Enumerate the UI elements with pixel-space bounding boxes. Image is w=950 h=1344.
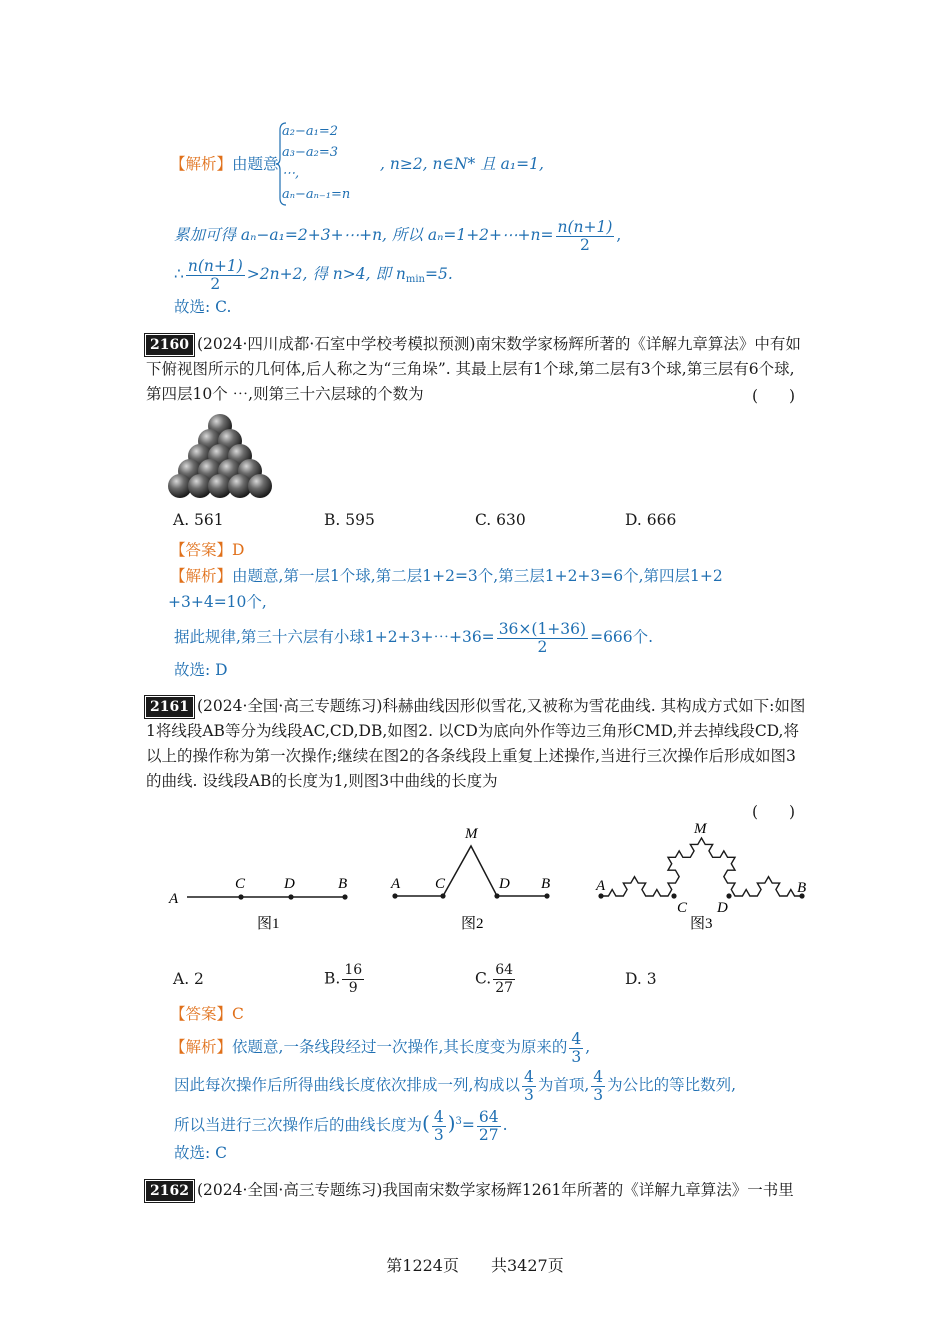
question-number: 2160	[146, 335, 193, 355]
solution-line: 为首项,	[537, 1076, 590, 1094]
point-label: D	[499, 876, 510, 892]
final-choice: 故选: C.	[174, 298, 232, 316]
point-label: B	[338, 876, 348, 892]
sum-derivation: 累加可得 aₙ−a₁=2+3+⋯+n, 所以 aₙ=1+2+⋯+n=	[174, 226, 554, 244]
solution-text: 由题意	[232, 155, 279, 173]
final-choice: 故选: C	[174, 1144, 228, 1162]
equals: =	[461, 1116, 475, 1134]
solution-line: +3+4=10个,	[168, 593, 267, 611]
frac-den: 3	[593, 1085, 604, 1104]
point-label: C	[235, 876, 246, 892]
triangle-stack-figure	[168, 410, 272, 502]
frac-den: 3	[523, 1085, 534, 1104]
answer-label: 【答案】	[170, 541, 233, 559]
solution-result: =666个.	[590, 628, 654, 646]
frac-num: 16	[344, 962, 363, 978]
punct: .	[502, 1116, 508, 1134]
option-c[interactable]: C. 630	[475, 511, 526, 529]
therefore-symbol: ∴	[174, 265, 184, 283]
system-eq-3: ⋯,	[282, 166, 300, 181]
final-choice: 故选: D	[174, 661, 228, 679]
point-label: C	[435, 876, 446, 892]
solution-line: 为公比的等比数列,	[607, 1076, 737, 1094]
frac-num: 64	[495, 962, 514, 978]
option-d[interactable]: D. 666	[625, 511, 677, 529]
system-eq-4: aₙ−aₙ₋₁=n	[282, 187, 351, 202]
analysis-label: 【解析】	[170, 1038, 233, 1056]
question-number: 2161	[146, 697, 193, 717]
question-text: (2024·四川成都·石室中学校考模拟预测)南宋数学家杨辉所著的《详解九章算法》中有如下俯视图所示的几何体,后人称之为“三角垛”. 其最上层有1个球,第二层有3个球,第三层有6个球,第四层10个 ⋯,则第三十六层球的个数为	[146, 335, 801, 403]
system-condition: , n≥2, n∈N* 且 a₁=1,	[380, 155, 544, 173]
frac-num: 4	[593, 1067, 604, 1086]
frac-num: 4	[433, 1107, 444, 1126]
frac-num: 36×(1+36)	[498, 619, 587, 638]
figure-1	[165, 868, 355, 938]
frac-den: 3	[433, 1125, 444, 1144]
option-a[interactable]: A. 561	[173, 511, 224, 529]
frac-den: 3	[571, 1047, 582, 1066]
solution-line: 因此每次操作后所得曲线长度依次排成一列,构成以	[174, 1076, 520, 1094]
option-a[interactable]: A. 2	[173, 970, 204, 988]
figure-caption: 图1	[257, 916, 280, 932]
ball	[248, 474, 272, 498]
page-footer: 第1224页 共3427页	[386, 1256, 564, 1275]
point-label: A	[391, 876, 401, 892]
figure-3	[592, 816, 810, 938]
frac-num: 4	[523, 1067, 534, 1086]
answer-blank: ( )	[752, 387, 796, 405]
frac-den: 2	[580, 235, 590, 254]
answer-value: D	[232, 541, 245, 559]
frac-num: n(n+1)	[557, 217, 613, 236]
solution-line: 所以当进行三次操作后的曲线长度为	[174, 1116, 423, 1134]
answer-blank: ( )	[752, 803, 796, 821]
frac-den: 9	[348, 980, 358, 996]
figure-caption: 图3	[690, 916, 713, 932]
option-b[interactable]	[324, 962, 366, 997]
point-label: D	[284, 876, 295, 892]
option-b[interactable]: B. 595	[324, 511, 375, 529]
analysis-label: 【解析】	[170, 567, 233, 585]
figure-2	[385, 822, 560, 938]
frac-den: 27	[478, 1125, 499, 1144]
point-label: B	[797, 880, 807, 896]
question-text: (2024·全国·高三专题练习)我国南宋数学家杨辉1261年所著的《详解九章算法》一书里	[196, 1181, 794, 1199]
solution-line: 依题意,一条线段经过一次操作,其长度变为原来的	[232, 1038, 568, 1056]
question-number: 2162	[146, 1181, 193, 1201]
subscript: min	[405, 274, 425, 285]
question-text: (2024·全国·高三专题练习)科赫曲线因形似雪花,又被称为雪花曲线. 其构成方式如下:如图1将线段AB等分为线段AC,CD,DB,如图2. 以CD为底向外作等边三角形CMD,并去掉线段CD,将以上的操作称为第一次操作;继续在图2的各条线段上重复上述操作,当进行三次操作后形成如图3的曲线. 设线段AB的长度为1,则图3中曲线的长度为	[146, 697, 806, 790]
solution-line: 由题意,第一层1个球,第二层1+2=3个,第三层1+2+3=6个,第四层1+2	[232, 567, 723, 585]
frac-den: 2	[210, 274, 221, 293]
exponent: 3	[455, 1116, 462, 1127]
figure-caption: 图2	[461, 916, 484, 932]
frac-num: 4	[571, 1029, 582, 1048]
answer-label: 【答案】	[170, 1005, 233, 1023]
system-eq-2: a₃−a₂=3	[282, 145, 338, 160]
analysis-label: 【解析】	[170, 155, 233, 173]
frac-den: 2	[537, 637, 548, 656]
option-d[interactable]: D. 3	[625, 970, 657, 988]
point-label: B	[541, 876, 551, 892]
solution-line: 据此规律,第三十六层有小球1+2+3+⋯+36=	[174, 628, 495, 646]
point-label: A	[596, 878, 606, 894]
equation-system	[282, 121, 350, 205]
option-letter: B.	[324, 969, 341, 988]
punct: ,	[585, 1038, 591, 1056]
system-eq-1: a₂−a₁=2	[282, 124, 338, 139]
punct: ,	[616, 226, 622, 244]
inequality-end: =5.	[424, 265, 453, 283]
frac-num: 64	[478, 1107, 499, 1126]
frac-num: n(n+1)	[187, 256, 243, 275]
inequality-text: >2n+2, 得 n>4, 即 n	[246, 265, 406, 283]
frac-den: 27	[495, 980, 514, 996]
point-label: A	[169, 891, 179, 907]
point-label: C	[677, 900, 688, 916]
point-label: M	[694, 821, 707, 837]
answer-value: C	[232, 1005, 244, 1023]
option-letter: C.	[475, 969, 492, 988]
point-label: M	[465, 826, 478, 842]
option-c[interactable]	[475, 962, 517, 997]
point-label: D	[717, 900, 728, 916]
